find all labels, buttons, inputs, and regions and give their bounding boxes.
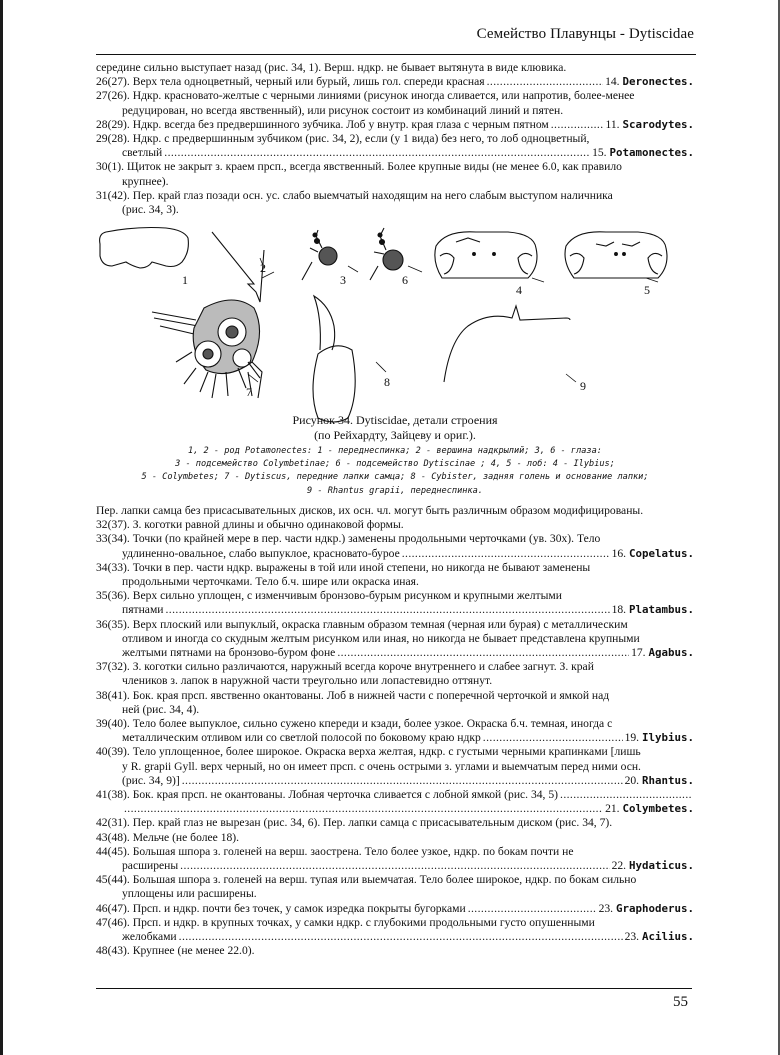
entry-continuation: удлиненно-овальное, слабо выпуклое, красновато-бурое — [122, 546, 400, 560]
entry-continuation: у R. grapii Gyll. верх черный, но он имеет прсп. с очень острыми з. углами и выемчатым перед ними осн. — [122, 759, 641, 773]
key-entry-45 — [96, 873, 694, 901]
entry-continuation: крупнее). — [122, 174, 169, 188]
key-entry-intro — [96, 61, 694, 75]
key-text-bottom — [96, 504, 694, 959]
caption-line: Рисунок 34. Dytiscidae, детали строения — [292, 413, 498, 427]
leader-dots — [468, 902, 597, 916]
entry-text: 43(48). Мельче (не более 18). — [96, 830, 240, 844]
key-entry-28 — [96, 118, 694, 132]
leader-dots — [164, 146, 590, 160]
fig4-frons — [435, 232, 537, 278]
key-entry-27 — [96, 89, 694, 117]
figure-legend — [96, 445, 694, 498]
fig2-elytra-apex — [212, 232, 264, 302]
entry-text: 46(47). Прсп. и ндкр. почти без точек, у самок изредка покрыты бугорками — [96, 901, 466, 915]
leader-dots — [179, 930, 623, 944]
key-entry-42 — [96, 816, 694, 830]
genus-name: Graphoderus. — [615, 901, 694, 915]
entry-continuation: металлическим отливом или со светлой полосой по боковому краю ндкр — [122, 731, 481, 745]
entry-text: 34(33). Точки в пер. части ндкр. выражены в той или иной степени, но никогда не бывают заменены — [96, 560, 591, 574]
leader-dots — [483, 731, 623, 745]
key-entry-44 — [96, 845, 694, 873]
entry-result: 21. Colymbetes. — [605, 802, 694, 816]
key-entry-46 — [96, 902, 694, 916]
leader-dots — [124, 802, 603, 816]
key-entry-30 — [96, 160, 694, 188]
entry-result: 11. Scarodytes. — [605, 117, 694, 131]
footer-rule — [96, 988, 692, 989]
leader-dots — [166, 603, 610, 617]
entry-result: 14. Deronectes. — [605, 75, 694, 89]
key-entry-33 — [96, 532, 694, 560]
legend-line: 3 - подсемейство Colymbetinae; 6 - подсемейство Dytiscinae ; 4, 5 - лоб: 4 - Ilybius; — [175, 459, 615, 470]
entry-text: 33(34). Точки (по крайней мере в пер. части ндкр.) заменены продольными черточками (ув. 30х). Тело — [96, 532, 601, 546]
fig9-pronotum — [444, 306, 570, 382]
entry-continuation: ней (рис. 34, 4). — [122, 702, 200, 716]
leader-dots — [487, 75, 603, 89]
entry-result: 16. Copelatus. — [611, 546, 694, 560]
fig-label: 9 — [580, 379, 586, 393]
entry-text: 32(37). З. коготки равной длины и обычно одинаковой формы. — [96, 518, 404, 532]
entry-result: 18. Platambus. — [611, 603, 694, 617]
entry-text: 38(41). Бок. края прсп. явственно окантованы. Лоб в нижней части с поперечной черточкой и ямкой над — [96, 688, 610, 702]
entry-text: 39(40). Тело более выпуклое, сильно сужено кпереди и кзади, более узкое. Окраска б.ч. темная, иногда с — [96, 717, 613, 731]
leader-dots — [551, 118, 604, 132]
fig-label: 6 — [402, 273, 408, 287]
entry-text: 40(39). Тело уплощенное, более широкое. Окраска верха желтая, ндкр. с густыми черными крапинками [лишь — [96, 745, 641, 759]
genus-name: Acilius. — [641, 930, 694, 944]
entry-text: 42(31). Пер. край глаз не вырезан (рис. 34, 6). Пер. лапки самца с присасывательным диском (рис. 34, 7). — [96, 816, 613, 830]
entry-text: 41(38). Бок. края прсп. не окантованы. Лобная черточка сливается с лобной ямкой (рис. 34, 5) — [96, 788, 559, 802]
entry-result: 17. Agabus. — [631, 646, 694, 660]
figure-caption — [96, 413, 694, 442]
page-header: Семейство Плавунцы - Dytiscidae — [476, 26, 694, 42]
entry-continuation: уплощены или расширены. — [122, 887, 257, 901]
page-number: 55 — [673, 994, 688, 1010]
genus-name: Hydaticus. — [628, 859, 694, 873]
fig6-eye — [370, 228, 403, 280]
key-entry-40 — [96, 745, 694, 788]
key-entry-37 — [96, 660, 694, 688]
entry-text: середине сильно выступает назад (рис. 34, 1). Верш. ндкр. не бывает вытянута в виде клювика. — [96, 61, 567, 74]
entry-continuation: пятнами — [122, 603, 164, 617]
key-entry-43 — [96, 831, 694, 845]
fig-label: 8 — [384, 375, 390, 389]
leader-dots — [560, 788, 692, 802]
fig-label: 1 — [182, 273, 188, 287]
entry-text: 45(44). Большая шпора з. голеней на верш. тупая или выемчатая. Тело более широкое, ндкр. по бокам сильно — [96, 873, 637, 887]
legend-line: 9 - Rhantus grapii, переднеспинка. — [307, 485, 483, 496]
genus-name: Scarodytes. — [622, 117, 694, 131]
entry-continuation: желтыми пятнами на бронзово-буром фоне — [122, 646, 336, 660]
key-entry-32 — [96, 518, 694, 532]
key-text-top — [96, 61, 694, 217]
key-entry-31 — [96, 189, 694, 217]
key-entry-39 — [96, 717, 694, 745]
genus-name: Ilybius. — [641, 731, 694, 745]
legend-line: 1, 2 - род Potamonectes: 1 - переднеспинка; 2 - вершина надкрылий; 3, 6 - глаза: — [188, 446, 602, 456]
genus-name: Deronectes. — [622, 75, 694, 89]
scan-border-left — [0, 0, 3, 1055]
leader-dots — [180, 859, 609, 873]
key-entry-35 — [96, 589, 694, 617]
entry-continuation: (рис. 34, 9)] — [122, 773, 180, 787]
entry-continuation: светлый — [122, 146, 163, 160]
key-entry-29 — [96, 132, 694, 160]
fig-label: 7 — [246, 385, 252, 399]
entry-text: 47(46). Прсп. и ндкр. в крупных точках, у самки ндкр. с глубокими продольными густо опушенными — [96, 915, 595, 929]
key-entry-38 — [96, 689, 694, 717]
entry-continuation: (рис. 34, 3). — [122, 203, 179, 217]
legend-line: 5 - Colymbetes; 7 - Dytiscus, передние лапки самца; 8 - Cybister, задняя голень и основание лапки; — [141, 472, 649, 483]
entry-continuation: члеников з. лапок в наружной части треугольно или лопастевидно оттянут. — [122, 674, 493, 688]
genus-name: Colymbetes. — [622, 802, 694, 816]
leader-dots — [182, 774, 623, 788]
entry-text: 35(36). Верх сильно уплощен, с изменчивым бронзово-бурым рисунком и крупными желтыми — [96, 589, 562, 603]
entry-text: 29(28). Ндкр. с предвершинным зубчиком (рис. 34, 2), если (у 1 вида) без него, то лоб одноцветный, — [96, 132, 590, 146]
genus-name: Platambus. — [628, 603, 694, 617]
entry-text: 30(1). Щиток не закрыт з. краем прсп., всегда явственный. Более крупные виды (не менее 6.0, как правило — [96, 160, 622, 174]
entry-result: 23. Acilius. — [624, 930, 694, 944]
fig3-eye — [302, 230, 337, 280]
header-rule — [96, 54, 696, 55]
entry-continuation: редуцирован, но всегда явственный), или рисунок состоит из комбинаций линий и пятен. — [122, 103, 564, 117]
entry-text: 44(45). Большая шпора з. голеней на верш. заострена. Тело более узкое, ндкр. по бокам почти не — [96, 844, 574, 858]
entry-text: 36(35). Верх плоский или выпуклый, окраска главным образом темная (черная или бурая) с металлическим — [96, 617, 628, 631]
entry-continuation: расширены — [122, 859, 179, 873]
fig-label: 3 — [340, 273, 346, 287]
entry-result: 15. Potamonectes. — [592, 146, 694, 160]
entry-text: 26(27). Верх тела одноцветный, черный или бурый, лишь гол. спереди красная — [96, 75, 485, 89]
fig-label: 5 — [644, 283, 650, 297]
entry-text: Пер. лапки самца без присасывательных дисков, их осн. чл. могут быть различным образом модифицированы. — [96, 504, 644, 517]
caption-line: (по Рейхардту, Зайцеву и ориг.). — [314, 427, 476, 442]
genus-name: Potamonectes. — [609, 146, 694, 160]
entry-continuation: желобками — [122, 930, 177, 944]
fig1-pronotum — [100, 228, 189, 269]
entry-result: 23. Graphoderus. — [598, 901, 694, 915]
key-entry-34 — [96, 561, 694, 589]
entry-result: 20. Rhantus. — [624, 773, 694, 787]
genus-name: Agabus. — [648, 646, 694, 660]
entry-continuation: отливом и иногда со скудным желтым рисунком или иная, но никогда не бывает представлена крупными — [122, 631, 640, 645]
key-entry-47 — [96, 916, 694, 944]
entry-text: 37(32). З. коготки сильно различаются, наружный всегда короче внутреннего и слабее загнут. З. край — [96, 660, 594, 674]
genus-name: Rhantus. — [641, 773, 694, 787]
key-entry-36 — [96, 618, 694, 661]
fig8-hind-tibia — [313, 296, 355, 422]
key-entry-note — [96, 504, 694, 518]
fig7-front-tarsus — [152, 300, 262, 398]
leader-dots — [337, 646, 629, 660]
key-entry-26 — [96, 75, 694, 89]
entry-text: 28(29). Ндкр. всегда без предвершинного зубчика. Лоб у внутр. края глаза с черным пятном — [96, 117, 549, 131]
key-entry-48 — [96, 944, 694, 958]
key-entry-41 — [96, 788, 694, 816]
entry-text: 27(26). Ндкр. красновато-желтые с черными линиями (рисунок иногда сливается, или напротив, более-менее — [96, 89, 635, 103]
entry-result: 19. Ilybius. — [624, 731, 694, 745]
fig5-frons — [565, 232, 667, 278]
entry-text: 48(43). Крупнее (не менее 22.0). — [96, 944, 255, 958]
genus-name: Copelatus. — [628, 546, 694, 560]
entry-text: 31(42). Пер. край глаз позади осн. ус. слабо выемчатый находящим на него слабым выступом наличника — [96, 188, 613, 202]
entry-result: 22. Hydaticus. — [611, 859, 694, 873]
leader-dots — [402, 547, 610, 561]
fig-label: 4 — [516, 283, 522, 297]
fig-label: 2 — [260, 261, 266, 275]
entry-continuation: продольными черточками. Тело б.ч. шире или окраска иная. — [122, 575, 419, 589]
